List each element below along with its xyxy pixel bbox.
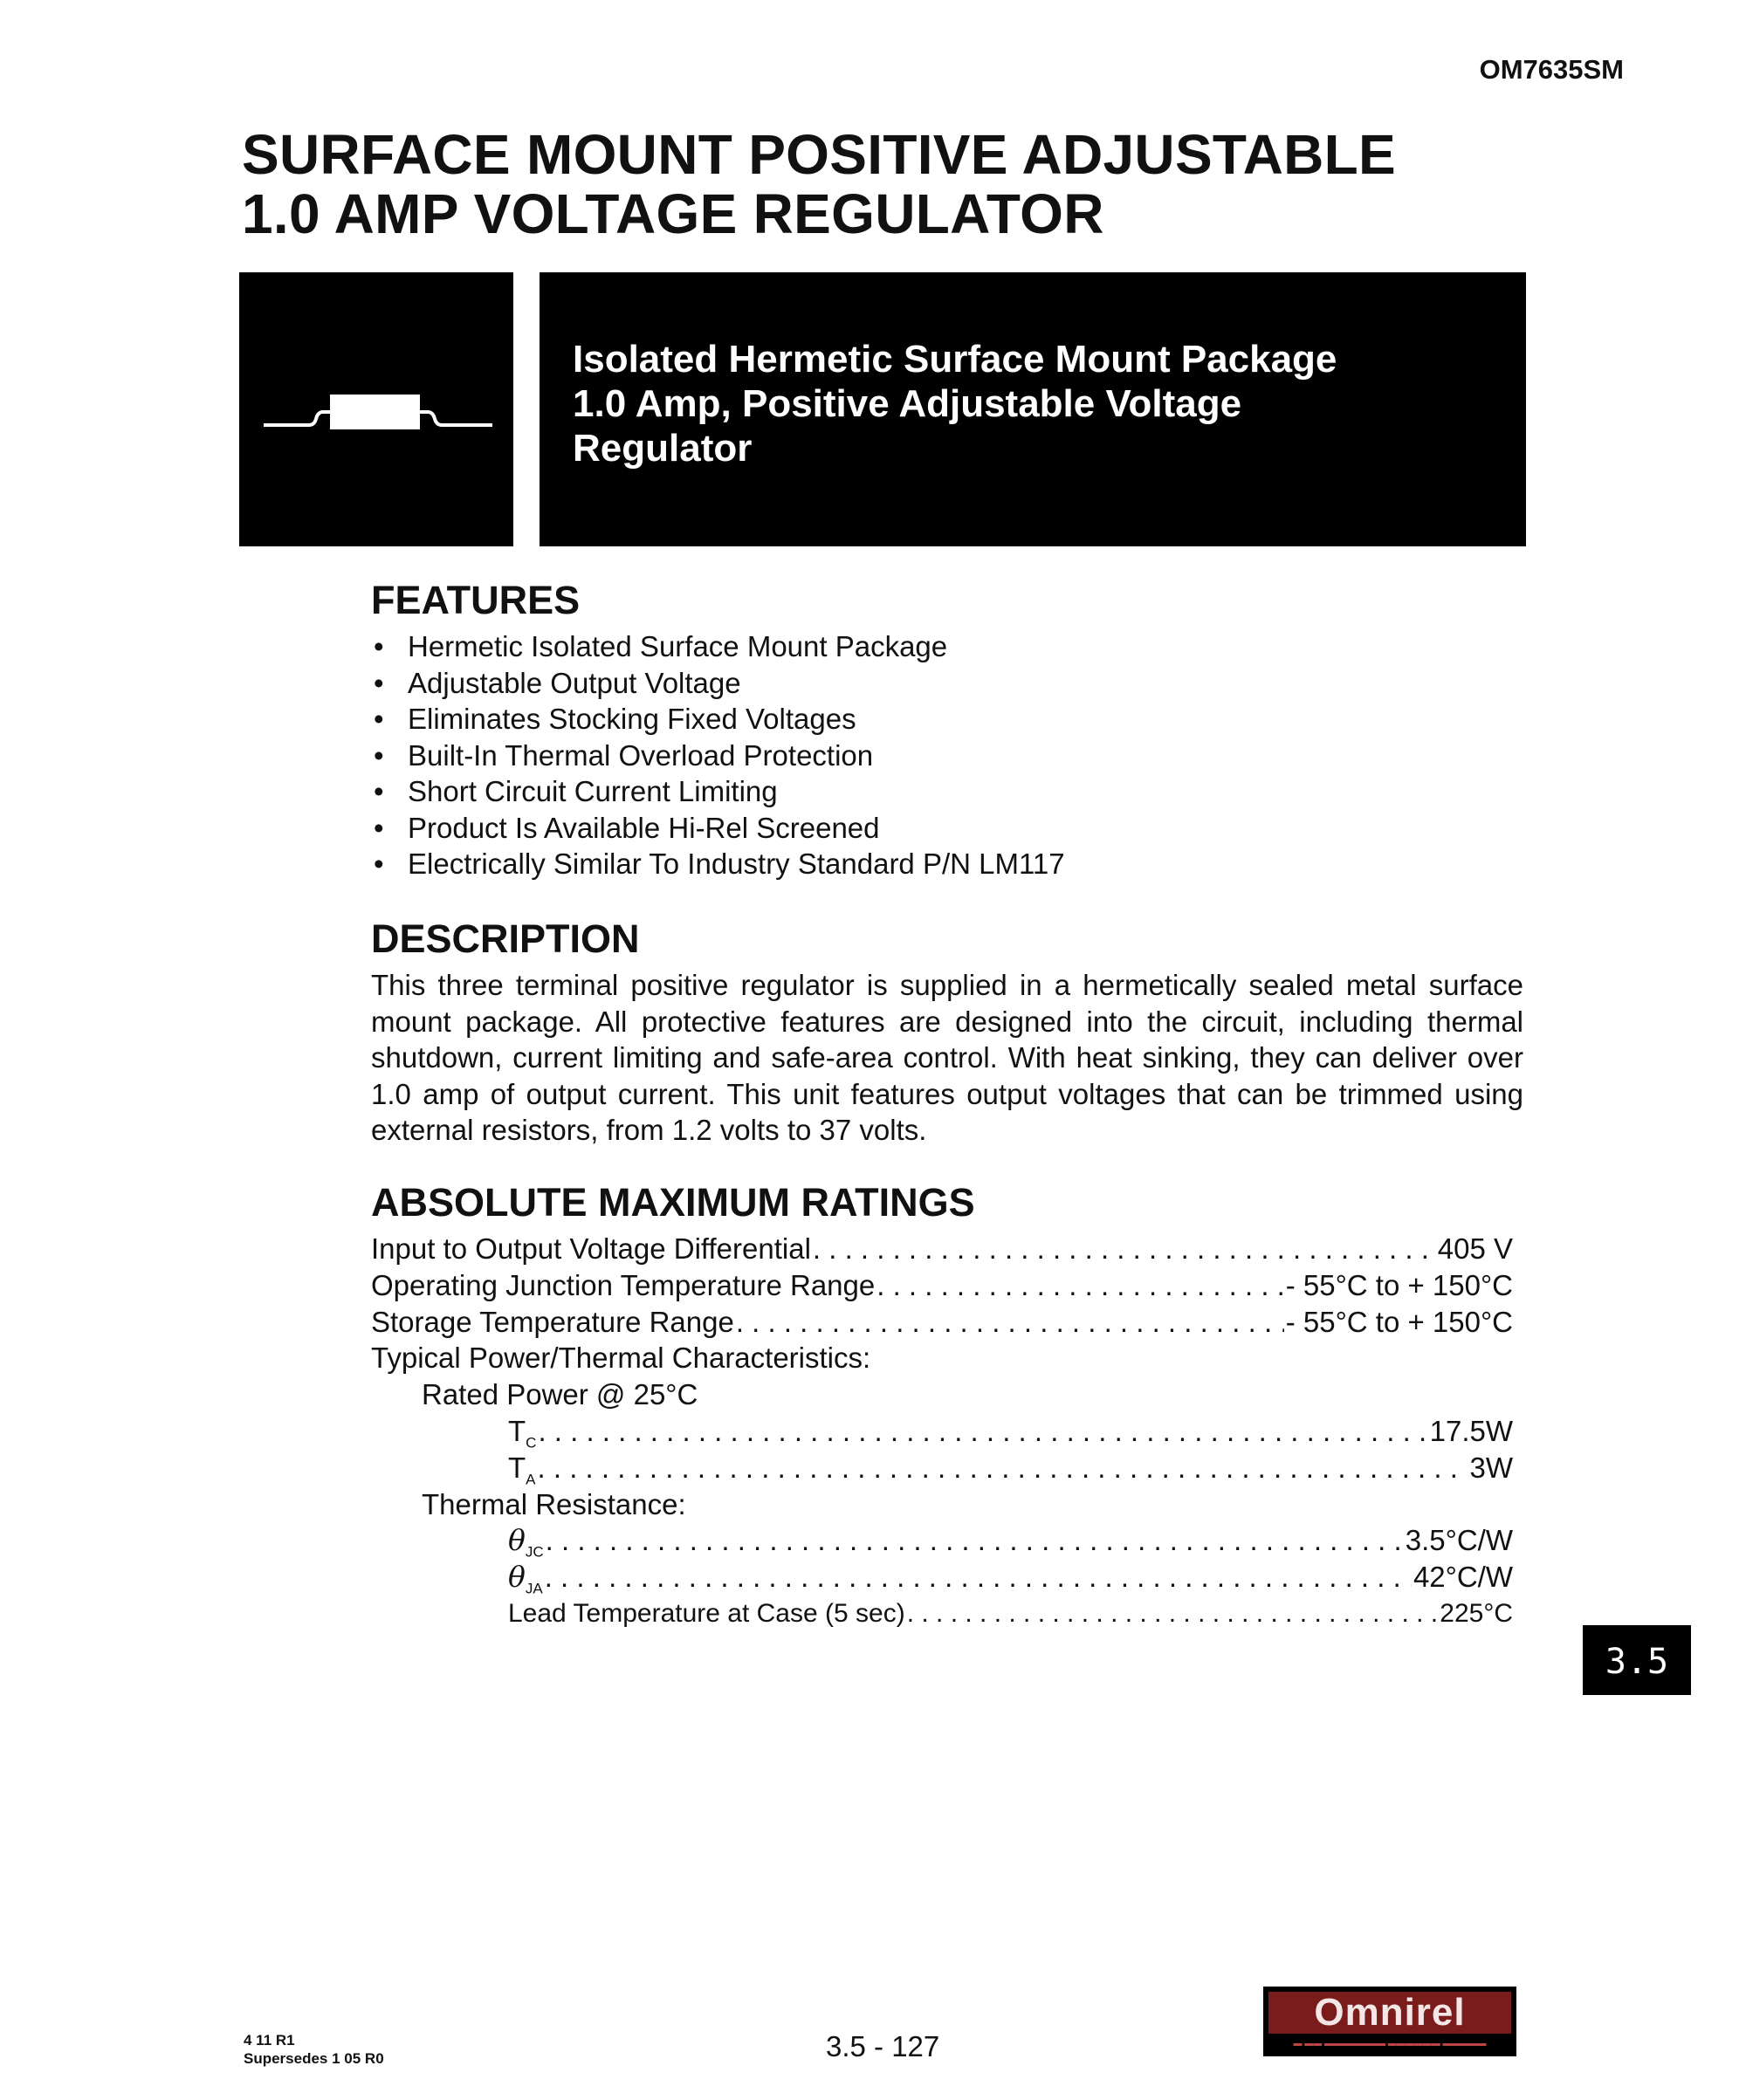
bullet-icon: •	[374, 630, 384, 662]
title-line-1: SURFACE MOUNT POSITIVE ADJUSTABLE	[242, 123, 1396, 186]
list-item: • Built-In Thermal Overload Protection	[371, 738, 1523, 774]
bullet-icon: •	[374, 775, 384, 807]
revision: 4 11 R1	[244, 2032, 295, 2049]
title-line-2: 1.0 AMP VOLTAGE REGULATOR	[242, 182, 1104, 245]
list-item: • Short Circuit Current Limiting	[371, 773, 1523, 810]
typical-characteristics-label: Typical Power/Thermal Characteristics:	[371, 1342, 871, 1375]
rating-row-storage-temp: Storage Temperature Range . . . - 55°C to + 150°C	[371, 1304, 1513, 1341]
page-number: 3.5 - 127	[826, 2030, 940, 2062]
page-title	[242, 125, 1396, 244]
list-item: • Electrically Similar To Industry Standard P/N LM117	[371, 846, 1523, 882]
rating-row-theta-ja: $\theta_{JA}$ . . . 42°C/W	[371, 1559, 1513, 1596]
rating-row-theta-jc: $\theta_{JC}$ . . . 3.5°C/W	[371, 1522, 1513, 1559]
description-heading: DESCRIPTION	[371, 916, 640, 961]
package-illustration	[239, 272, 513, 546]
revision-info	[244, 2031, 384, 2068]
ratings-table	[371, 1231, 1513, 1632]
logo-tagline-graphic: ▬ ▬▬ ▬▬▬▬▬▬▬ ▬▬▬▬▬▬ ▬▬▬▬▬	[1293, 2039, 1487, 2049]
bullet-icon: •	[374, 666, 384, 699]
supersedes: Supersedes 1 05 R0	[244, 2050, 384, 2067]
description-section	[371, 916, 1523, 1149]
features-list	[371, 628, 1523, 882]
features-heading: FEATURES	[371, 578, 581, 622]
ratings-section	[371, 1180, 1523, 1632]
thermal-resistance-label: Thermal Resistance:	[422, 1487, 686, 1520]
rating-row-junction-temp: Operating Junction Temperature Range . . . - 55°C to + 150°C	[371, 1267, 1513, 1304]
rating-row-ta: $T_A$ . . . 3W	[371, 1450, 1513, 1486]
list-item: • Hermetic Isolated Surface Mount Package	[371, 628, 1523, 665]
product-banner	[540, 272, 1526, 546]
bullet-icon: •	[374, 738, 384, 772]
rating-row-tc: $T_C$ . . . 17.5W	[371, 1413, 1513, 1450]
description-text: This three terminal positive regulator is supplied in a hermetically sealed metal surface mount package. All protective features are designed into the circuit, including thermal shutdown, current limiting and safe-area control. With heat sinking, they can deliver over 1.0 amp of output current. This unit features output voltages that can be trimmed using external resistors, from 1.2 volts to 37 volts.	[371, 969, 1523, 1147]
part-number: OM7635SM	[1479, 54, 1624, 85]
banner-text	[573, 337, 1337, 470]
logo-wordmark: Omnirel	[1268, 1992, 1511, 2034]
banner-line-2: 1.0 Amp, Positive Adjustable Voltage	[573, 382, 1242, 425]
rating-row-lead-temp: Lead Temperature at Case (5 sec) . . . 225°C	[371, 1596, 1513, 1632]
list-item: • Adjustable Output Voltage	[371, 665, 1523, 702]
section-tab: 3.5	[1583, 1625, 1691, 1695]
surface-mount-package-icon	[239, 272, 513, 546]
ratings-heading: ABSOLUTE MAXIMUM RATINGS	[371, 1180, 975, 1225]
omnirel-logo	[1263, 1987, 1516, 2056]
features-section	[371, 578, 1523, 882]
list-item: • Product Is Available Hi-Rel Screened	[371, 810, 1523, 847]
list-item: • Eliminates Stocking Fixed Voltages	[371, 701, 1523, 738]
banner-line-1: Isolated Hermetic Surface Mount Package	[573, 338, 1337, 381]
banner-line-3: Regulator	[573, 427, 753, 470]
bullet-icon: •	[374, 811, 384, 844]
bullet-icon: •	[374, 703, 384, 735]
rated-power-label: Rated Power @ 25°C	[422, 1378, 698, 1411]
bullet-icon: •	[374, 848, 384, 880]
rating-row-input-output: Input to Output Voltage Differential . . . 405 V	[371, 1231, 1513, 1267]
